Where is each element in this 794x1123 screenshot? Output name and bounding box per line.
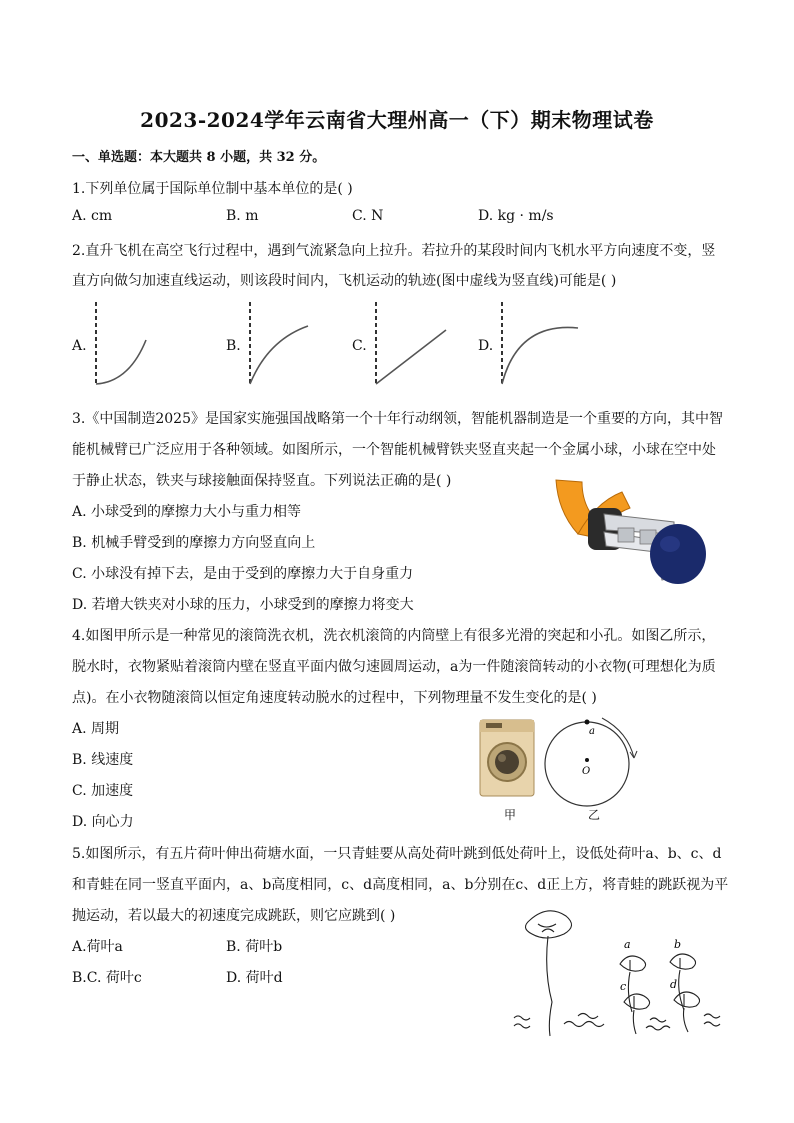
q2-graph-d (488, 300, 588, 390)
q4-option-c: C. 加速度 (72, 783, 134, 799)
q2-stem-line2: 直方向做匀加速直线运动，则该段时间内，飞机运动的轨迹(图中虚线为竖直线)可能是( ) (72, 273, 617, 289)
leaf-c-label: c (620, 980, 627, 993)
q2-option-c: C. (352, 338, 367, 354)
q1-option-a: A. cm (72, 208, 113, 224)
q4-stem-line2: 脱水时，衣物紧贴着滚筒内壁在竖直平面内做匀速圆周运动，a为一件随滚筒转动的小衣物(可理想化为质 (72, 659, 716, 675)
q3-option-d: D. 若增大铁夹对小球的压力，小球受到的摩擦力将变大 (72, 597, 414, 613)
q2-graph-b (236, 300, 316, 390)
q5-stem-line1: 5.如图所示，有五片荷叶伸出荷塘水面，一只青蛙要从高处荷叶跳到低处荷叶上，设低处荷叶a、b、c、d (72, 846, 722, 862)
q5-option-d: D. 荷叶d (226, 970, 283, 986)
q4-stem-line3: 点)。在小衣物随滚筒以恒定角速度转动脱水的过程中，下列物理量不发生变化的是( ) (72, 690, 597, 706)
drum-rotation-diagram (542, 710, 642, 810)
q3-stem-line3: 于静止状态，铁夹与球接触面保持竖直。下列说法正确的是( ) (72, 473, 452, 489)
q2-graph-c (362, 300, 452, 390)
q5-option-a: A.荷叶a (72, 939, 123, 955)
q1-option-d: D. kg · m/s (478, 208, 554, 224)
q4-option-d: D. 向心力 (72, 814, 134, 830)
point-a-label: a (589, 726, 595, 737)
q2-option-d: D. (478, 338, 494, 354)
leaf-b-label: b (674, 938, 682, 951)
q4-option-a: A. 周期 (72, 721, 120, 737)
section-heading: 一、单选题：本大题共 8 小题，共 32 分。 (72, 150, 326, 165)
q2-graph-a (84, 300, 154, 390)
figure-label-jia: 甲 (504, 808, 517, 822)
washing-machine-illustration (478, 718, 538, 800)
q3-option-b: B. 机械手臂受到的摩擦力方向竖直向上 (72, 535, 316, 551)
q5-option-c: B.C. 荷叶c (72, 970, 142, 986)
robotic-arm-illustration (548, 472, 718, 592)
leaf-d-label: d (670, 978, 678, 991)
q5-stem-line3: 抛运动，若以最大的初速度完成跳跃，则它应跳到( ) (72, 908, 396, 924)
q5-option-b: B. 荷叶b (226, 939, 283, 955)
q4-stem-line1: 4.如图甲所示是一种常见的滚筒洗衣机，洗衣机滚筒的内筒壁上有很多光滑的突起和小孔。如图乙所示， (72, 628, 716, 644)
q1-option-c: C. N (352, 208, 384, 224)
q3-stem-line1: 3.《中国制造2025》是国家实施强国战略第一个十年行动纲领，智能机器制造是一个重要的方向，其中智 (72, 411, 723, 427)
q2-stem-line1: 2.直升飞机在高空飞行过程中，遇到气流紧急向上拉升。若拉升的某段时间内飞机水平方向速度不变，竖 (72, 243, 716, 259)
center-o-label: O (582, 766, 591, 777)
q2-option-a: A. (72, 338, 87, 354)
leaf-a-label: a (624, 938, 631, 951)
q3-option-c: C. 小球没有掉下去，是由于受到的摩擦力大于自身重力 (72, 566, 414, 582)
q1-stem: 1.下列单位属于国际单位制中基本单位的是( ) (72, 181, 353, 197)
figure-label-yi: 乙 (588, 808, 601, 822)
q3-stem-line2: 能机械臂已广泛应用于各种领域。如图所示，一个智能机械臂铁夹竖直夹起一个金属小球，小球在空中处 (72, 442, 716, 458)
page-title: 2023-2024学年云南省大理州高一（下）期末物理试卷 (140, 108, 654, 132)
q1-option-b: B. m (226, 208, 259, 224)
q5-stem-line2: 和青蛙在同一竖直平面内，a、b高度相同，c、d高度相同，a、b分别在c、d正上方，将青蛙的跳跃视为平 (72, 877, 729, 893)
q3-option-a: A. 小球受到的摩擦力大小与重力相等 (72, 504, 302, 520)
q4-option-b: B. 线速度 (72, 752, 134, 768)
lotus-leaves-illustration (508, 902, 733, 1042)
q2-option-b: B. (226, 338, 241, 354)
